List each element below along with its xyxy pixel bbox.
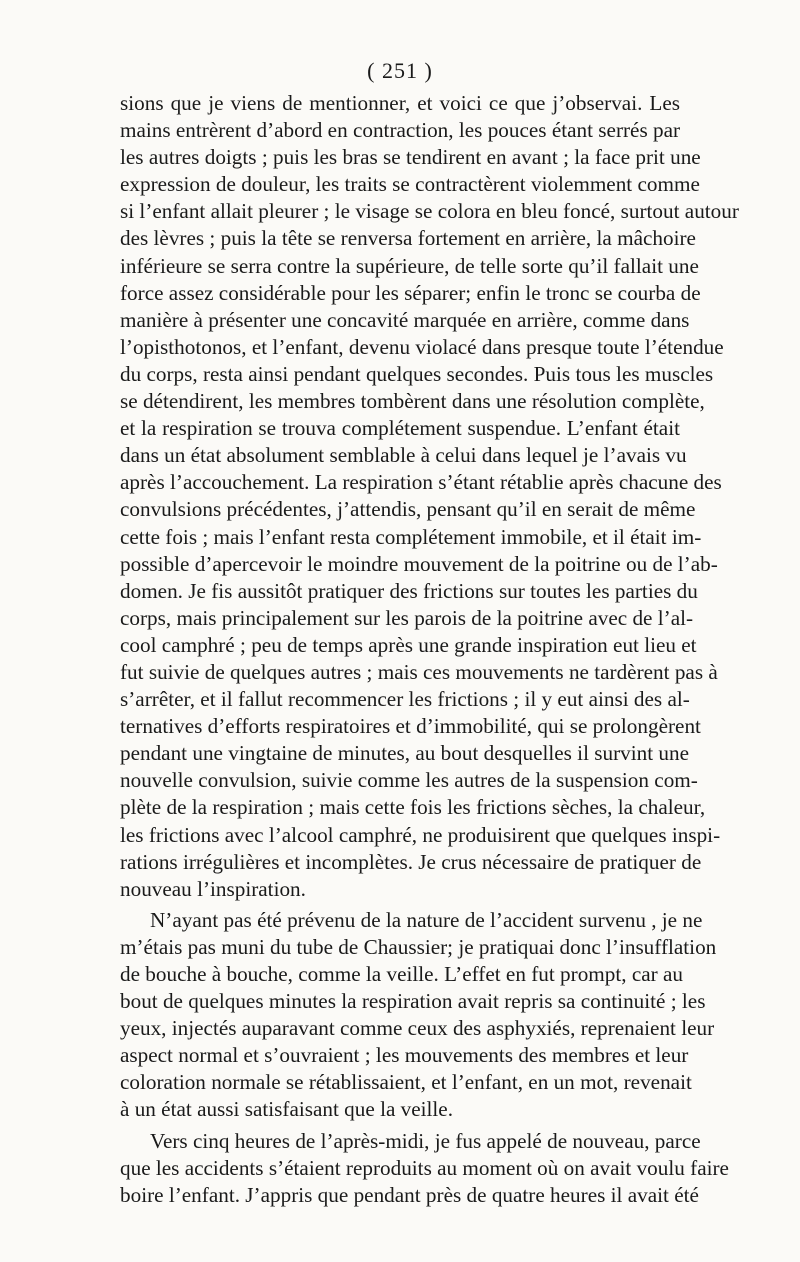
paragraph-3 — [120, 1128, 729, 1209]
text-line: se détendirent, les membres tombèrent dans une résolution complète, — [120, 389, 705, 414]
text-line: l’opisthotonos, et l’enfant, devenu violacé dans presque toute l’étendue — [120, 334, 724, 359]
text-line: plète de la respiration ; mais cette fois les frictions sèches, la chaleur, — [120, 795, 706, 820]
text-line: Vers cinq heures de l’après-midi, je fus appelé de nouveau, parce — [150, 1128, 701, 1153]
text-line: les autres doigts ; puis les bras se tendirent en avant ; la face prit une — [120, 145, 701, 170]
text-line: mains entrèrent d’abord en contraction, les pouces étant serrés par — [120, 118, 681, 143]
text-line: boire l’enfant. J’appris que pendant près de quatre heures il avait été — [120, 1182, 699, 1207]
text-line: coloration normale se rétablissaient, et l’enfant, en un mot, revenait — [120, 1070, 692, 1095]
text-line: après l’accouchement. La respiration s’étant rétablie après chacune des — [120, 470, 722, 495]
text-line: de bouche à bouche, comme la veille. L’effet en fut prompt, car au — [120, 962, 684, 986]
text-line: force assez considérable pour les séparer; enfin le tronc se courba de — [120, 280, 701, 305]
paragraph-1 — [120, 90, 739, 903]
text-line: dans un état absolument semblable à celui dans lequel je l’avais vu — [120, 443, 687, 468]
text-line: cette fois ; mais l’enfant resta complétement immobile, et il était im- — [120, 524, 702, 549]
text-line: des lèvres ; puis la tête se renversa fortement en arrière, la mâchoire — [120, 226, 696, 251]
text-line: si l’enfant allait pleurer ; le visage se colora en bleu foncé, surtout autour — [120, 199, 739, 224]
text-line: cool camphré ; peu de temps après une grande inspiration eut lieu et — [120, 632, 697, 657]
text-line: inférieure se serra contre la supérieure, de telle sorte qu’il fallait une — [120, 253, 699, 278]
text-line: possible d’apercevoir le moindre mouvement de la poitrine ou de l’ab- — [120, 551, 718, 576]
text-line: les frictions avec l’alcool camphré, ne produisirent que quelques inspi- — [120, 822, 721, 847]
text-line: aspect normal et s’ouvraient ; les mouvements des membres et leur — [120, 1043, 689, 1068]
text-line: manière à présenter une concavité marquée en arrière, comme dans — [120, 307, 690, 332]
text-line: yeux, injectés auparavant comme ceux des asphyxiés, reprenaient leur — [120, 1016, 715, 1041]
text-line: et la respiration se trouva complétement suspendue. L’enfant était — [120, 416, 680, 441]
text-line: corps, mais principalement sur les parois de la poitrine avec de l’al- — [120, 605, 694, 630]
text-line: bout de quelques minutes la respiration avait repris sa continuité ; les — [120, 989, 706, 1014]
paragraph-2 — [120, 907, 717, 1124]
page-number: ( 251 ) — [367, 58, 433, 83]
text-line: s’arrêter, et il fallut recommencer les frictions ; il y eut ainsi des al- — [120, 687, 690, 712]
text-line: nouveau l’inspiration. — [120, 876, 306, 901]
text-line: sions que je viens de mentionner, et voici ce que j’observai. Les — [120, 91, 680, 115]
text-line: à un état aussi satisfaisant que la veille. — [120, 1097, 454, 1122]
text-line: nouvelle convulsion, suivie comme les autres de la suspension com- — [120, 768, 698, 793]
text-line: que les accidents s’étaient reproduits au moment où on avait voulu faire — [120, 1155, 729, 1180]
text-line: rations irrégulières et incomplètes. Je crus nécessaire de pratiquer de — [120, 849, 702, 874]
text-line: fut suivie de quelques autres ; mais ces mouvements ne tardèrent pas à — [120, 659, 718, 684]
body-text — [120, 90, 739, 1209]
text-line: pendant une vingtaine de minutes, au bout desquelles il survint une — [120, 741, 690, 766]
text-line: du corps, resta ainsi pendant quelques secondes. Puis tous les muscles — [120, 361, 714, 386]
text-line: expression de douleur, les traits se contractèrent violemment comme — [120, 172, 700, 197]
text-line: convulsions précédentes, j’attendis, pensant qu’il en serait de même — [120, 497, 696, 522]
text-line: domen. Je fis aussitôt pratiquer des frictions sur toutes les parties du — [120, 578, 698, 603]
text-line: N’ayant pas été prévenu de la nature de l’accident survenu , je ne — [150, 907, 703, 932]
text-line: m’étais pas muni du tube de Chaussier; je pratiquai donc l’insufflation — [120, 934, 717, 959]
text-line: ternatives d’efforts respiratoires et d’immobilité, qui se prolongèrent — [120, 714, 701, 739]
